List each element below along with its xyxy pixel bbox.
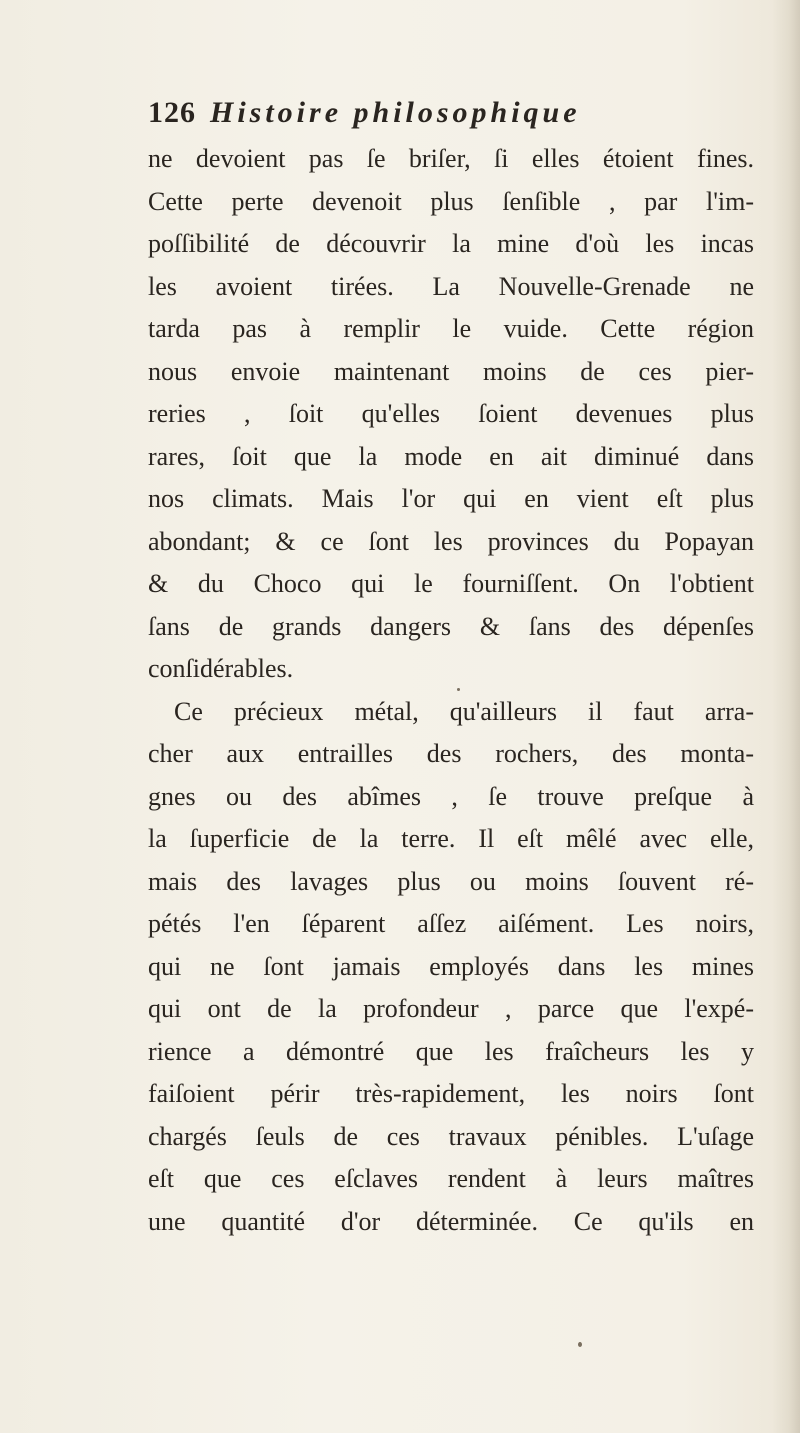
text-line: gnes ou des abîmes , ſe trouve preſque à: [148, 781, 754, 811]
text-line: abondant; & ce ſont les provinces du Popayan: [148, 526, 754, 556]
text-line: pétés l'en ſéparent aſſez aiſément. Les noirs,: [148, 909, 754, 938]
text-line: la ſuperficie de la terre. Il eſt mêlé avec elle,: [148, 824, 754, 853]
text-line: mais des lavages plus ou moins ſouvent ré-: [148, 866, 754, 896]
text-line: cher aux entrailles des rochers, des monta-: [148, 739, 754, 768]
text-line: rares, ſoit que la mode en ait diminué dans: [148, 441, 754, 471]
text-line: une quantité d'or déterminée. Ce qu'ils en: [148, 1206, 754, 1236]
running-head: Histoire philosophique: [210, 96, 581, 129]
text-line: Cette perte devenoit plus ſenſible , par l'im-: [148, 186, 754, 216]
text-line: qui ont de la profondeur , parce que l'expé-: [148, 994, 754, 1023]
text-line: faiſoient périr très-rapidement, les noirs ſont: [148, 1079, 754, 1108]
page-header: [148, 96, 748, 136]
text-line: ſans de grands dangers & ſans des dépenſes: [148, 611, 754, 641]
text-line: eſt que ces eſclaves rendent à leurs maîtres: [148, 1164, 754, 1193]
body-text: [148, 138, 754, 1243]
text-line: ne devoient pas ſe briſer, ſi elles étoient fines.: [148, 144, 754, 173]
paragraph-end-line: conſidérables.: [148, 654, 294, 683]
text-line: rience a démontré que les fraîcheurs les y: [148, 1036, 754, 1066]
text-line: chargés ſeuls de ces travaux pénibles. L'uſage: [148, 1121, 754, 1151]
text-line: nous envoie maintenant moins de ces pier-: [148, 356, 754, 386]
paper-speck: [457, 688, 460, 691]
paragraph-start-line: Ce précieux métal, qu'ailleurs il faut arra-: [174, 696, 754, 726]
text-line: qui ne ſont jamais employés dans les mines: [148, 951, 754, 981]
text-line: reries , ſoit qu'elles ſoient devenues plus: [148, 399, 754, 428]
text-line: tarda pas à remplir le vuide. Cette région: [148, 314, 754, 343]
text-line: poſſibilité de découvrir la mine d'où les incas: [148, 229, 754, 258]
page-edge-shadow: [772, 0, 800, 1433]
paper-speck: [578, 1342, 582, 1347]
page-number: 126: [148, 96, 196, 129]
text-line: & du Choco qui le fourniſſent. On l'obtient: [148, 569, 754, 598]
text-line: les avoient tirées. La Nouvelle-Grenade ne: [148, 271, 754, 301]
text-line: nos climats. Mais l'or qui en vient eſt plus: [148, 484, 754, 513]
